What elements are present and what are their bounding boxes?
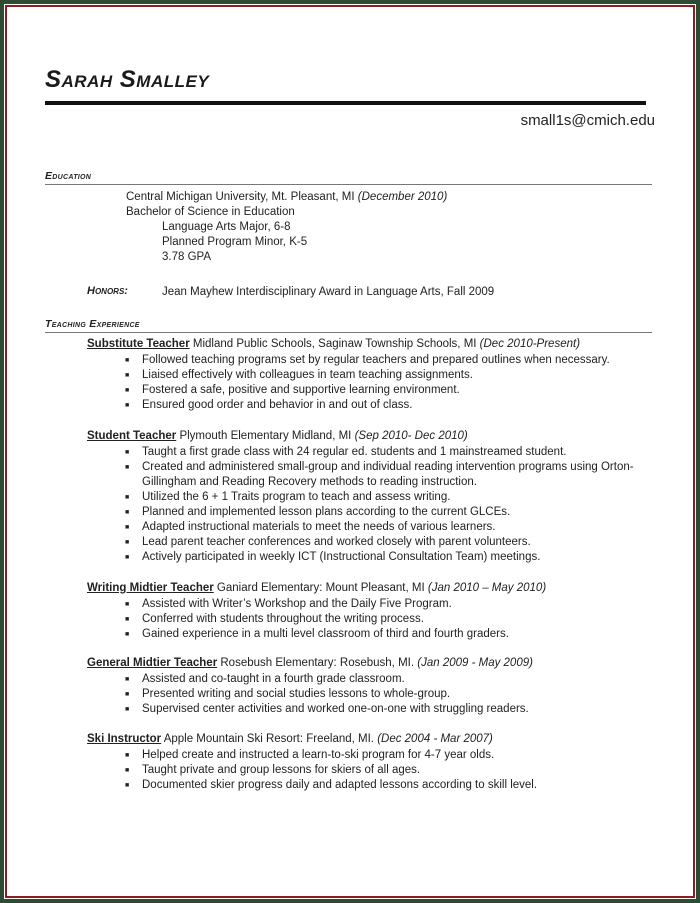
- job-title: Substitute Teacher: [87, 338, 190, 350]
- school-name: Central Michigan University, Mt. Pleasant, MI: [126, 191, 355, 203]
- candidate-name: Sarah Smalley: [45, 66, 210, 93]
- school-date: (December 2010): [357, 191, 448, 203]
- experience-heading: Teaching Experience: [45, 318, 140, 330]
- bullet-item: ■ Lead parent teacher conferences and worked closely with parent volunteers.: [125, 535, 634, 550]
- education-school-line: [126, 190, 447, 205]
- job-title: Ski Instructor: [87, 733, 162, 745]
- bullet-item: ■ Actively participated in weekly ICT (Instructional Consultation Team) meetings.: [125, 550, 634, 565]
- honors-label: Honors:: [87, 285, 128, 297]
- email-address[interactable]: small1s@cmich.edu: [520, 112, 655, 129]
- job-header: [87, 657, 533, 669]
- bullet-item: ■ Ensured good order and behavior in and out of class.: [125, 398, 610, 413]
- job-bullets: [125, 672, 529, 717]
- job-place: Plymouth Elementary Midland, MI: [176, 430, 355, 442]
- name-divider: [45, 101, 646, 105]
- job-title: Writing Midtier Teacher: [87, 582, 214, 594]
- bullet-item: ■ Presented writing and social studies lessons to whole-group.: [125, 687, 529, 702]
- job-dates: (Jan 2010 – May 2010): [427, 582, 547, 594]
- bullet-item: ■ Assisted and co-taught in a fourth grade classroom.: [125, 672, 529, 687]
- job-dates: (Sep 2010- Dec 2010): [354, 430, 468, 442]
- bullet-item: ■ Assisted with Writer’s Workshop and the Daily Five Program.: [125, 597, 509, 612]
- job-bullets: [125, 353, 610, 413]
- continuation-text: Gillingham and Reading Recovery methods to reading instruction.: [142, 476, 477, 488]
- job-place: Ganiard Elementary: Mount Pleasant, MI: [213, 582, 428, 594]
- job-title: Student Teacher: [87, 430, 177, 442]
- bullet-item: ■ Adapted instructional materials to meet the needs of various learners.: [125, 520, 634, 535]
- job-bullets: [125, 597, 509, 642]
- bullet-item: ■ Documented skier progress daily and adapted lessons according to skill level.: [125, 778, 537, 793]
- job-dates: (Dec 2010-Present): [479, 338, 581, 350]
- bullet-item: ■ Supervised center activities and worked one-on-one with struggling readers.: [125, 702, 529, 717]
- job-header: [87, 430, 468, 442]
- bullet-item: ■ Utilized the 6 + 1 Traits program to teach and assess writing.: [125, 490, 634, 505]
- major: Language Arts Major, 6-8: [162, 221, 291, 233]
- job-header: [87, 733, 493, 745]
- bullet-item: ■ Gained experience in a multi level classroom of third and fourth graders.: [125, 627, 509, 642]
- job-header: [87, 582, 546, 594]
- bullet-item: ■ Taught a first grade class with 24 regular ed. students and 1 mainstreamed student.: [125, 445, 634, 460]
- job-dates: (Jan 2009 - May 2009): [417, 657, 533, 669]
- bullet-item: ■ Followed teaching programs set by regular teachers and prepared outlines when necessary.: [125, 353, 610, 368]
- bullet-item: ■ Planned and implemented lesson plans according to the current GLCEs.: [125, 505, 634, 520]
- education-divider: [45, 184, 652, 185]
- bullet-item: ■ Liaised effectively with colleagues in team teaching assignments.: [125, 368, 610, 383]
- bullet-continuation: [125, 475, 634, 490]
- bullet-item: ■ Helped create and instructed a learn-to-ski program for 4-7 year olds.: [125, 748, 537, 763]
- job-place: Apple Mountain Ski Resort: Freeland, MI.: [161, 733, 378, 745]
- job-dates: (Dec 2004 - Mar 2007): [377, 733, 493, 745]
- job-bullets: [125, 748, 537, 793]
- bullet-item: ■ Conferred with students throughout the writing process.: [125, 612, 509, 627]
- bullet-item: ■ Fostered a safe, positive and supportive learning environment.: [125, 383, 610, 398]
- bullet-item: ■ Created and administered small-group and individual reading intervention programs using Orton-: [125, 460, 634, 475]
- experience-divider: [45, 332, 652, 333]
- job-header: [87, 338, 580, 350]
- job-place: Rosebush Elementary: Rosebush, MI.: [217, 657, 418, 669]
- minor: Planned Program Minor, K-5: [162, 236, 308, 248]
- gpa: 3.78 GPA: [162, 251, 212, 263]
- education-heading: Education: [45, 170, 92, 182]
- job-bullets: [125, 445, 634, 565]
- bullet-item: ■ Taught private and group lessons for skiers of all ages.: [125, 763, 537, 778]
- degree: Bachelor of Science in Education: [126, 206, 295, 218]
- job-place: Midland Public Schools, Saginaw Township Schools, MI: [189, 338, 480, 350]
- honors-text: Jean Mayhew Interdisciplinary Award in Language Arts, Fall 2009: [162, 286, 495, 298]
- job-title: General Midtier Teacher: [87, 657, 218, 669]
